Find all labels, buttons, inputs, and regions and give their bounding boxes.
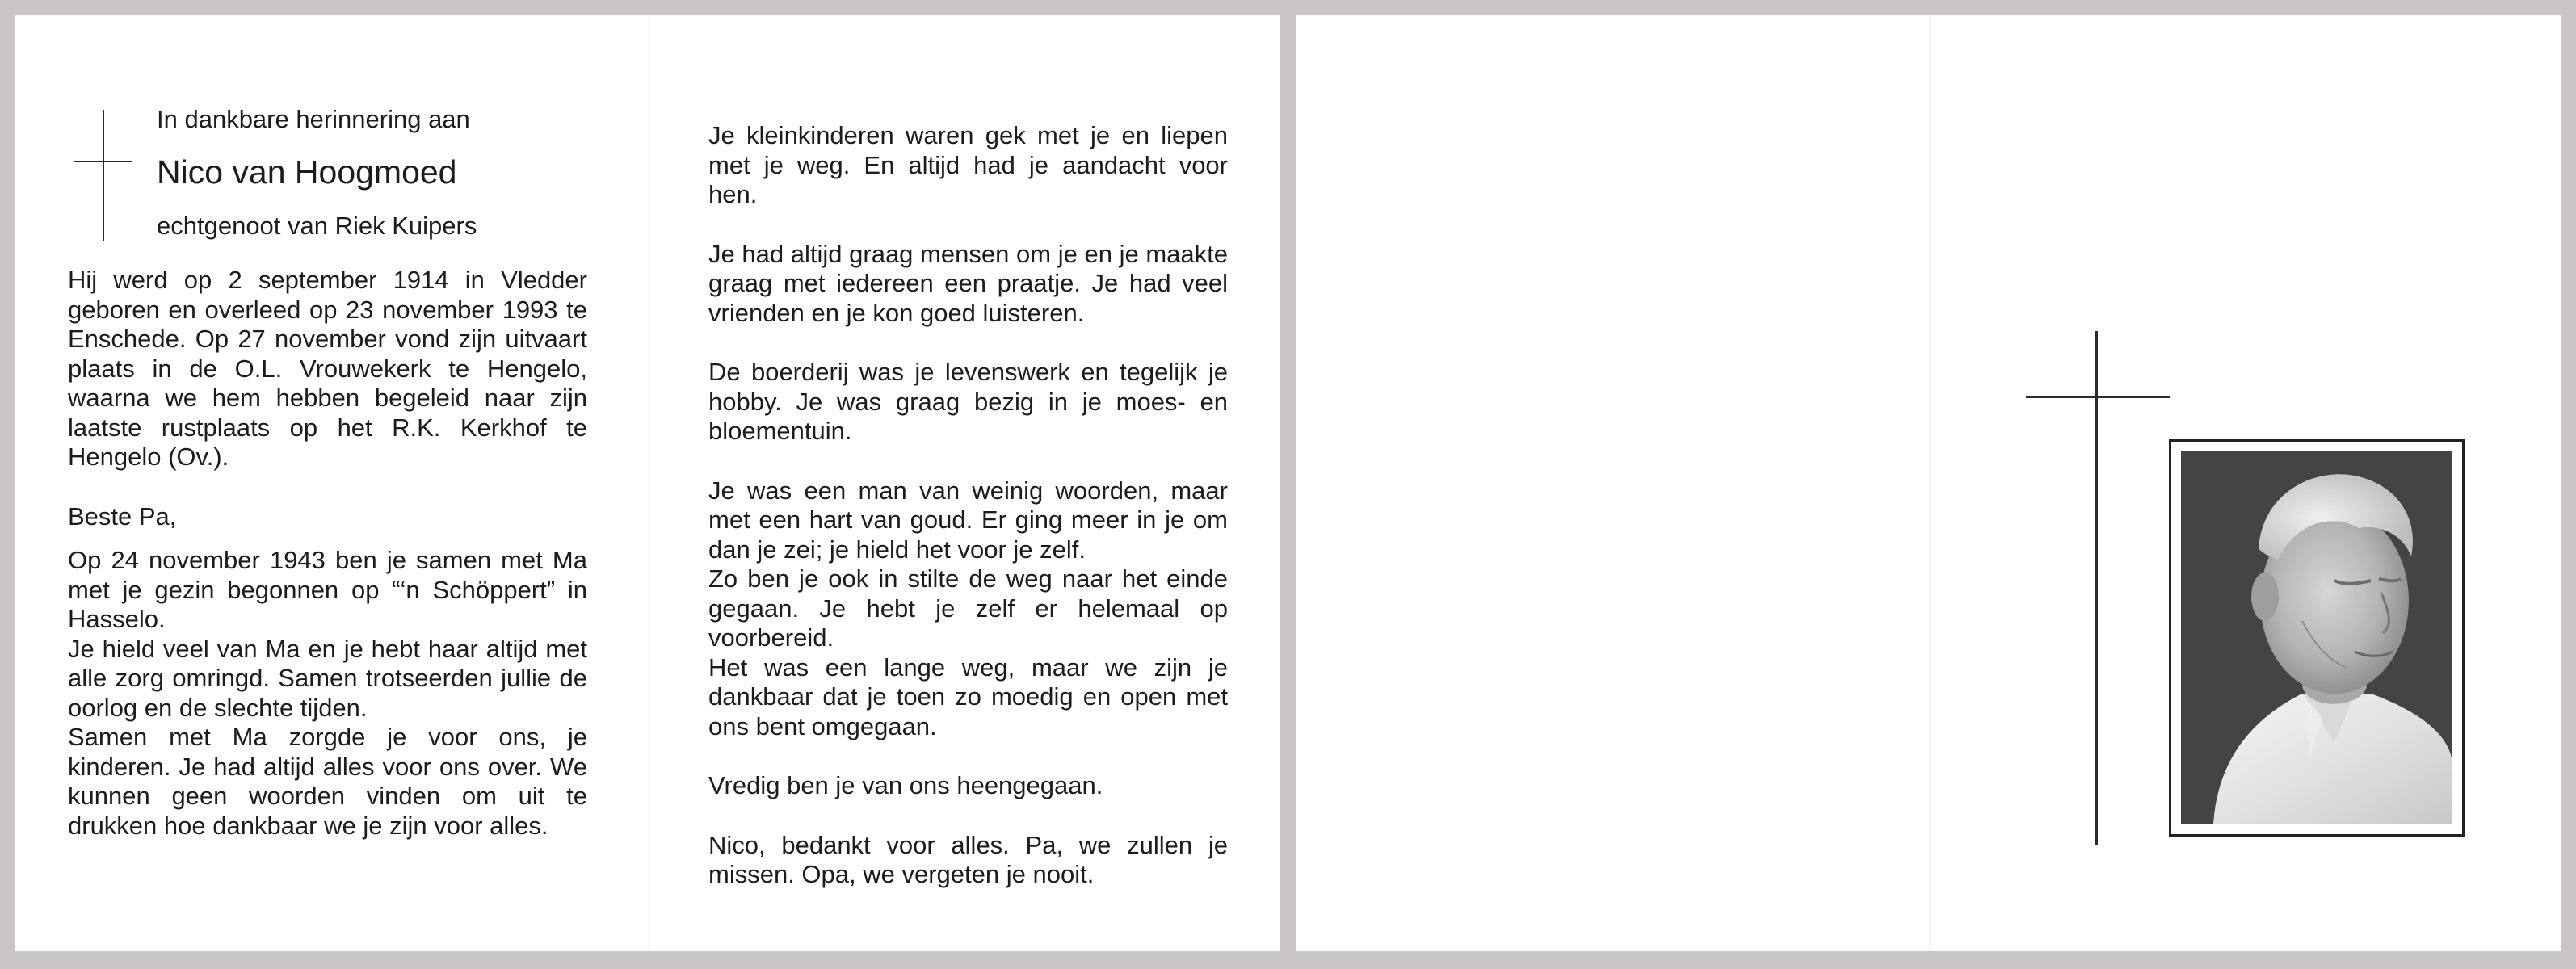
paragraph: Je kleinkinderen waren gek met je en liepen met je weg. En altijd had je aandacht voor hen. <box>708 121 1228 208</box>
portrait-photo <box>2181 451 2452 824</box>
right-text-column <box>708 121 1228 890</box>
paragraph: Je was een man van weinig woorden, maar met een hart van goud. Er ging meer in je om dan je zei; je hield het voor je zelf. <box>708 476 1228 564</box>
portrait-frame <box>2169 439 2465 837</box>
fold-line <box>1929 15 1931 951</box>
paragraph: De boerderij was je levenswerk en tegelijk je hobby. Je was graag bezig in je moes- en bloementuin. <box>708 358 1228 445</box>
fold-line <box>648 15 649 951</box>
cross-icon <box>74 110 132 241</box>
card-left-spread <box>15 15 1280 951</box>
cross-icon <box>2026 331 2170 845</box>
left-text-column <box>68 266 587 841</box>
paragraph: Je had altijd graag mensen om je en je maakte graag met iedereen een praatje. Je had veel vrienden en je kon goed luisteren. <box>708 239 1228 327</box>
paragraph: Op 24 november 1943 ben je samen met Ma met je gezin begonnen op “‘n Schöppert” in Hasselo. <box>68 546 587 633</box>
spouse-line: echtgenoot van Riek Kuipers <box>157 212 477 240</box>
salutation: Beste Pa, <box>68 501 177 531</box>
paragraph: Vredig ben je van ons heengegaan. <box>708 771 1103 799</box>
life-dates-paragraph: Hij werd op 2 september 1914 in Vledder geboren en overleed op 23 november 1993 te Enschede. Op 27 november vond zijn uitvaart plaats in de O.L. Vrouwekerk te Hengelo, waarna we hem hebben begeleid naar zijn laatste rustplaats op het R.K. Kerkhof te Hengelo (Ov.). <box>68 266 587 471</box>
card-right-spread <box>1296 15 2561 951</box>
paragraph: Samen met Ma zorgde je voor ons, je kinderen. Je had altijd alles voor ons over. We kunnen geen woorden vinden om uit te drukken hoe dankbaar we je zijn voor alles. <box>68 723 587 840</box>
intro-text: In dankbare herinnering aan <box>157 105 470 133</box>
paragraph: Nico, bedankt voor alles. Pa, we zullen je missen. Opa, we vergeten je nooit. <box>708 830 1228 888</box>
paragraph: Het was een lange weg, maar we zijn je dankbaar dat je toen zo moedig en open met ons bent omgegaan. <box>708 652 1228 740</box>
deceased-name: Nico van Hoogmoed <box>157 153 457 191</box>
card-header <box>157 107 477 238</box>
paragraph: Zo ben je ook in stilte de weg naar het einde gegaan. Je hebt je zelf er helemaal op voorbereid. <box>708 564 1228 652</box>
paragraph: Je hield veel van Ma en je hebt haar altijd met alle zorg omringd. Samen trotseerden jullie de oorlog en de slechte tijden. <box>68 634 587 722</box>
